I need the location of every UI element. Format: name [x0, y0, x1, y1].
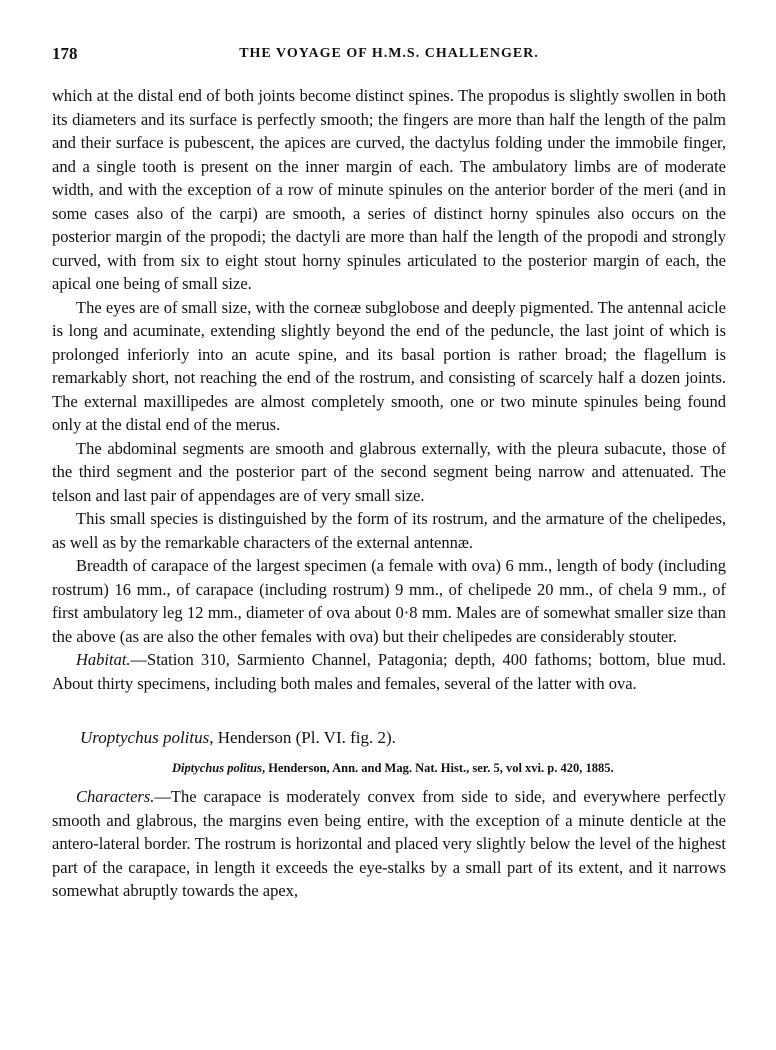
- running-head: [52, 44, 726, 66]
- species-heading: [80, 725, 726, 751]
- characters-text: —The carapace is moderately convex from side to side, and everywhere perfectly smooth and glabrous, the margins even being entire, with the exception of a minute denticle at the antero-lateral border. The rostrum is horizontal and placed very slightly below the level of the highest part of the carapace, in length it exceeds the eye-stalks by a small part of its extent, and it narrows somewhat abruptly towards the apex,: [52, 787, 726, 900]
- paragraph-measurements: Breadth of carapace of the largest specimen (a female with ova) 6 mm., length of body (including rostrum) 16 mm., of carapace (including rostrum) 9 mm., of chelipede 20 mm., of chela 9 mm., of first ambulatory leg 12 mm., diameter of ova about 0·8 mm. Males are of somewhat smaller size than the above (as are also the other females with ova) but their chelipedes are considerably stouter.: [52, 556, 726, 646]
- paragraph-eyes: The eyes are of small size, with the corneæ subglobose and deeply pigmented. The antennal acicle is long and acuminate, extending slightly beyond the end of the peduncle, the last joint of which is prolonged inferiorly into an acute spine, and its basal portion is rather broad; the flagellum is remarkably short, not reaching the end of the rostrum, and consisting of scarcely half a dozen joints. The external maxillipedes are almost completely smooth, one or two minute spinules being found only at the distal end of the merus.: [52, 297, 726, 434]
- synonym-citation: , Henderson, Ann. and Mag. Nat. Hist., ser. 5, vol xvi. p. 420, 1885.: [261, 761, 614, 775]
- paragraph-habitat: [52, 648, 726, 695]
- synonym-name: Diptychus politus: [172, 761, 262, 775]
- running-title: THE VOYAGE OF H.M.S. CHALLENGER.: [239, 46, 539, 61]
- synonym-reference: [172, 757, 726, 779]
- page-number: 178: [52, 44, 78, 63]
- paragraph-distinction: This small species is distinguished by the form of its rostrum, and the armature of the chelipedes, as well as by the remarkable characters of the external antennæ.: [52, 509, 726, 552]
- characters-label: Characters.: [76, 787, 155, 806]
- paragraph-characters: [52, 785, 726, 903]
- species-authority: , Henderson (Pl. VI. fig. 2).: [209, 728, 396, 747]
- species-name: Uroptychus politus: [80, 728, 210, 747]
- habitat-label: Habitat.: [76, 650, 131, 669]
- paragraph-abdominal: The abdominal segments are smooth and glabrous externally, with the pleura subacute, those of the third segment and the posterior part of the second segment being narrow and attenuated. The telson and last pair of appendages are of very small size.: [52, 438, 726, 505]
- body-text: [52, 84, 726, 903]
- paragraph-propodus: which at the distal end of both joints become distinct spines. The propodus is slightly swollen in both its diameters and its surface is perfectly smooth; the fingers are more than half the length of the palm and their surface is pubescent, the apices are curved, the dactylus folding under the immobile finger, and a single tooth is present on the inner margin of each. The ambulatory limbs are of moderate width, and with the exception of a row of minute spinules on the anterior border of the meri (and in some cases also of the carpi) are smooth, a series of distinct horny spinules also occurs on the posterior margin of the propodi; the dactyli are more than half the length of the propodi and strongly curved, with from six to eight stout horny spinules articulated to the posterior margin of each, the apical one being of small size.: [52, 86, 726, 293]
- habitat-text: —Station 310, Sarmiento Channel, Patagonia; depth, 400 fathoms; bottom, blue mud. About thirty specimens, including both males and females, several of the latter with ova.: [52, 650, 726, 693]
